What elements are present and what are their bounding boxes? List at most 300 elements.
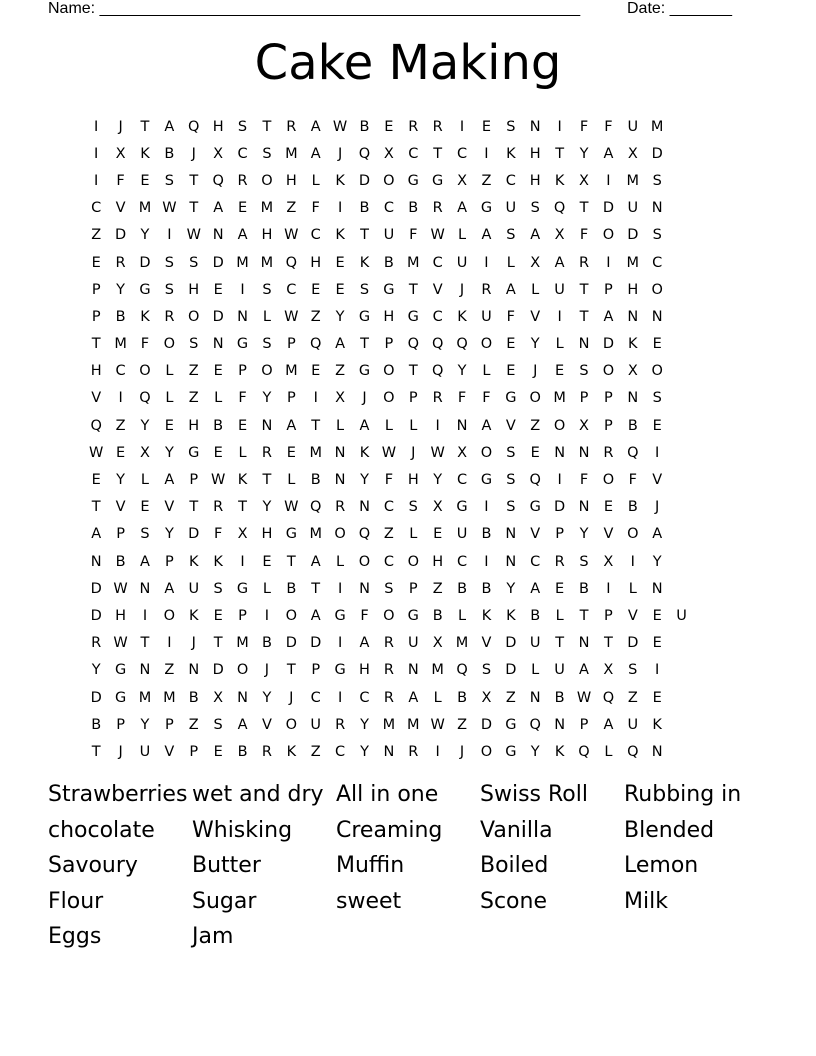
grid-letter: C [383, 553, 394, 570]
grid-letter: W [162, 200, 177, 217]
grid-letter: C [237, 145, 248, 162]
grid-letter: L [384, 417, 393, 434]
grid-letter: H [212, 118, 224, 135]
grid-letter: G [480, 472, 493, 489]
grid-letter: T [286, 662, 296, 679]
grid-letter: D [505, 662, 517, 679]
grid-letter: I [484, 254, 489, 271]
grid-letter: I [337, 635, 343, 652]
grid-letter: I [118, 390, 123, 407]
grid-letter: A [603, 145, 614, 162]
grid-letter: S [579, 553, 589, 570]
grid-letter: O [407, 553, 419, 570]
grid-letter: E [140, 172, 150, 189]
grid-letter: X [554, 227, 565, 244]
grid-letter: Z [188, 716, 199, 733]
grid-letter: D [651, 145, 663, 162]
grid-letter: K [140, 308, 150, 325]
grid-letter: T [238, 499, 247, 516]
grid-letter: A [603, 308, 614, 325]
grid-letter: O [188, 308, 200, 325]
grid-letter: L [506, 254, 515, 271]
grid-letter: I [557, 472, 562, 489]
grid-letter: N [188, 662, 200, 679]
grid-letter: T [311, 417, 321, 434]
grid-letter: U [554, 662, 565, 679]
grid-letter: Z [530, 417, 541, 434]
grid-letter: T [433, 145, 443, 162]
grid-letter: H [627, 281, 639, 298]
grid-row [84, 113, 744, 140]
grid-letter: D [310, 635, 322, 652]
grid-letter: L [409, 526, 418, 543]
grid-letter: M [626, 172, 640, 189]
grid-letter: F [579, 227, 589, 244]
grid-letter: S [506, 118, 516, 135]
word-bank-item: wet and dry [192, 782, 324, 807]
grid-letter: A [481, 417, 492, 434]
grid-letter: S [530, 200, 540, 217]
grid-letter: T [579, 607, 589, 624]
grid-letter: W [430, 227, 445, 244]
grid-letter: V [261, 716, 272, 733]
grid-letter: D [602, 336, 614, 353]
grid-letter: Q [529, 472, 541, 489]
grid-letter: X [579, 417, 589, 434]
grid-letter: P [604, 281, 613, 298]
grid-letter: R [383, 689, 394, 706]
grid-letter: G [456, 499, 468, 516]
grid-letter: V [603, 526, 614, 543]
grid-letter: A [530, 580, 541, 597]
grid-letter: R [286, 118, 297, 135]
grid-letter: Q [553, 200, 566, 217]
grid-letter: X [335, 390, 346, 407]
grid-letter: D [212, 254, 224, 271]
grid-letter: I [142, 607, 148, 624]
grid-letter: I [557, 308, 562, 325]
grid-letter: T [140, 118, 150, 135]
grid-letter: U [529, 635, 541, 652]
grid-letter: O [383, 607, 395, 624]
grid-letter: R [383, 635, 394, 652]
grid-letter: M [309, 444, 322, 461]
grid-letter: A [481, 227, 492, 244]
grid-letter: R [237, 172, 248, 189]
grid-letter: A [286, 417, 297, 434]
grid-letter: N [578, 444, 590, 461]
grid-letter: V [91, 390, 102, 407]
grid-letter: Z [310, 308, 321, 325]
grid-letter: K [359, 444, 370, 461]
grid-letter: G [505, 716, 517, 733]
page-title: Cake Making [254, 35, 562, 91]
grid-letter: K [359, 254, 370, 271]
grid-letter: Z [481, 172, 492, 189]
grid-letter: S [384, 580, 394, 597]
grid-letter: C [310, 227, 321, 244]
grid-letter: G [285, 526, 297, 543]
grid-letter: M [553, 390, 566, 407]
word-bank-item: Eggs [48, 924, 102, 950]
grid-letter: Z [188, 390, 199, 407]
grid-letter: S [628, 662, 638, 679]
grid-letter: S [213, 716, 223, 733]
grid-letter: F [579, 472, 589, 489]
grid-letter: X [432, 635, 443, 652]
grid-letter: N [505, 553, 517, 570]
grid-letter: T [555, 145, 565, 162]
grid-letter: E [652, 336, 662, 353]
grid-letter: N [578, 635, 590, 652]
grid-letter: P [164, 716, 174, 733]
grid-letter: L [165, 390, 174, 407]
grid-letter: L [433, 689, 442, 706]
grid-letter: V [505, 417, 516, 434]
grid-letter: U [456, 526, 468, 543]
grid-letter: D [212, 308, 224, 325]
grid-letter: F [140, 336, 150, 353]
grid-letter: O [383, 363, 395, 380]
grid-letter: K [286, 743, 297, 760]
grid-letter: T [189, 172, 199, 189]
grid-letter: A [554, 254, 565, 271]
grid-letter: L [604, 743, 613, 760]
word-bank-item: Blended [624, 817, 715, 843]
grid-letter: V [164, 743, 175, 760]
grid-letter: I [264, 607, 270, 624]
grid-letter: X [140, 444, 150, 461]
grid-letter: O [480, 336, 493, 353]
grid-row [84, 494, 744, 521]
grid-letter: C [310, 689, 321, 706]
grid-letter: X [115, 145, 126, 162]
grid-letter: Q [310, 336, 322, 353]
grid-letter: J [655, 499, 660, 516]
grid-letter: C [286, 281, 297, 298]
grid-letter: A [359, 417, 370, 434]
grid-letter: J [459, 281, 465, 298]
grid-letter: T [262, 472, 272, 489]
grid-letter: D [212, 662, 224, 679]
grid-letter: N [212, 227, 224, 244]
grid-letter: G [407, 172, 419, 189]
grid-letter: H [188, 281, 200, 298]
grid-letter: A [408, 689, 419, 706]
grid-letter: D [627, 635, 639, 652]
grid-letter: I [167, 227, 172, 244]
grid-letter: W [381, 444, 397, 461]
grid-letter: W [284, 227, 299, 244]
date-field-label: Date: _______ [627, 0, 732, 17]
grid-letter: L [214, 390, 223, 407]
grid-row [84, 439, 744, 466]
word-bank-item: Muffin [336, 853, 405, 879]
word-bank-item: All in one [336, 782, 439, 807]
grid-row [84, 521, 744, 548]
grid-letter: K [335, 227, 345, 244]
grid-letter: T [579, 308, 589, 325]
grid-letter: O [139, 363, 151, 380]
grid-letter: E [213, 743, 223, 760]
grid-letter: Y [262, 499, 272, 516]
grid-letter: U [554, 281, 565, 298]
grid-letter: T [140, 635, 150, 652]
grid-row [84, 711, 744, 738]
grid-letter: C [505, 172, 516, 189]
grid-letter: M [407, 254, 420, 271]
grid-letter: D [627, 227, 639, 244]
grid-letter: A [457, 200, 468, 217]
grid-letter: N [334, 444, 346, 461]
grid-letter: D [90, 689, 102, 706]
grid-letter: M [285, 145, 298, 162]
grid-letter: U [456, 254, 468, 271]
name-field-label: Name: ______________________________________________________ [48, 0, 581, 17]
grid-letter: N [554, 444, 566, 461]
grid-letter: H [285, 172, 297, 189]
grid-letter: E [262, 553, 272, 570]
grid-letter: B [457, 689, 468, 706]
grid-letter: A [164, 580, 175, 597]
grid-letter: X [579, 172, 589, 189]
grid-letter: L [262, 580, 271, 597]
grid-letter: V [115, 499, 126, 516]
grid-letter: C [91, 200, 102, 217]
grid-row [84, 303, 744, 330]
grid-letter: M [431, 662, 444, 679]
grid-letter: H [188, 417, 200, 434]
grid-letter: R [335, 499, 346, 516]
grid-row [84, 195, 744, 222]
grid-letter: Y [140, 417, 150, 434]
grid-letter: I [167, 635, 172, 652]
grid-letter: P [189, 743, 199, 760]
grid-letter: Q [578, 743, 590, 760]
grid-letter: O [602, 472, 615, 489]
grid-letter: S [652, 390, 662, 407]
grid-letter: B [383, 254, 394, 271]
grid-letter: M [309, 526, 322, 543]
grid-letter: F [628, 472, 637, 489]
grid-letter: Q [602, 689, 615, 706]
grid-letter: B [359, 118, 370, 135]
grid-letter: X [603, 662, 614, 679]
grid-letter: R [408, 118, 419, 135]
grid-letter: S [262, 145, 272, 162]
grid-letter: N [383, 743, 395, 760]
grid-letter: N [139, 580, 151, 597]
grid-letter: Y [360, 472, 369, 489]
grid-letter: J [118, 743, 123, 760]
grid-letter: H [261, 526, 273, 543]
grid-letter: M [138, 200, 152, 217]
grid-letter: X [213, 689, 224, 706]
grid-letter: G [114, 689, 127, 706]
grid-letter: U [139, 743, 151, 760]
grid-row [84, 167, 744, 194]
grid-letter: K [554, 743, 565, 760]
grid-letter: T [311, 580, 321, 597]
grid-letter: N [237, 689, 248, 706]
grid-letter: C [383, 200, 394, 217]
grid-letter: N [578, 499, 590, 516]
grid-letter: E [237, 200, 248, 217]
grid-letter: Y [262, 390, 272, 407]
grid-letter: E [652, 417, 662, 434]
grid-letter: B [115, 308, 126, 325]
grid-letter: L [409, 417, 418, 434]
grid-letter: I [484, 145, 489, 162]
grid-letter: A [335, 336, 346, 353]
grid-letter: L [140, 472, 150, 489]
grid-letter: V [652, 472, 663, 489]
grid-letter: T [579, 200, 589, 217]
grid-letter: O [261, 172, 273, 189]
grid-letter: Z [383, 526, 394, 543]
grid-letter: P [238, 607, 247, 624]
grid-letter: W [284, 499, 299, 516]
grid-letter: G [334, 662, 346, 679]
grid-letter: F [311, 200, 320, 217]
grid-letter: G [358, 363, 371, 380]
grid-letter: J [411, 444, 416, 461]
grid-letter: A [310, 607, 321, 624]
grid-letter: X [627, 363, 638, 380]
grid-letter: R [432, 200, 443, 217]
grid-letter: Y [530, 743, 540, 760]
word-bank-item: Boiled [480, 853, 549, 879]
grid-letter: K [237, 472, 248, 489]
grid-letter: B [530, 607, 541, 624]
grid-letter: O [553, 417, 566, 434]
grid-letter: A [310, 118, 321, 135]
grid-letter: S [164, 172, 174, 189]
grid-letter: A [310, 553, 321, 570]
word-bank-item: Swiss Roll [480, 782, 588, 807]
grid-letter: Y [360, 716, 369, 733]
grid-letter: I [337, 689, 343, 706]
grid-letter: H [529, 145, 541, 162]
grid-letter: E [335, 254, 345, 271]
grid-letter: E [91, 254, 101, 271]
grid-letter: A [310, 145, 321, 162]
grid-letter: F [116, 172, 125, 189]
grid-letter: K [335, 172, 345, 189]
word-bank-item: Vanilla [480, 817, 553, 843]
grid-letter: W [186, 227, 201, 244]
grid-letter: E [603, 499, 613, 516]
grid-letter: F [384, 472, 394, 489]
grid-letter: E [384, 118, 394, 135]
grid-letter: F [457, 390, 467, 407]
grid-letter: L [336, 553, 345, 570]
grid-letter: O [480, 444, 493, 461]
grid-letter: E [481, 118, 492, 135]
grid-letter: Y [140, 716, 150, 733]
grid-letter: Z [627, 689, 638, 706]
word-bank-item: chocolate [48, 817, 155, 843]
grid-letter: N [237, 308, 248, 325]
grid-letter: B [457, 580, 468, 597]
grid-letter: X [603, 553, 614, 570]
grid-letter: F [409, 227, 418, 244]
grid-row [84, 358, 744, 385]
grid-letter: B [237, 743, 248, 760]
grid-letter: O [285, 607, 298, 624]
grid-letter: K [189, 553, 199, 570]
grid-letter: Y [457, 363, 467, 380]
grid-letter: U [676, 607, 687, 624]
grid-letter: G [114, 662, 127, 679]
grid-letter: L [531, 662, 540, 679]
grid-letter: E [530, 444, 540, 461]
grid-letter: W [89, 444, 104, 461]
grid-letter: N [407, 662, 419, 679]
grid-letter: E [213, 607, 223, 624]
grid-row [84, 575, 744, 602]
grid-row [84, 684, 744, 711]
grid-letter: A [603, 716, 614, 733]
grid-letter: B [261, 635, 272, 652]
grid-letter: X [237, 526, 248, 543]
grid-letter: R [91, 635, 102, 652]
grid-letter: C [456, 472, 468, 489]
grid-row [84, 276, 744, 303]
grid-letter: S [506, 444, 516, 461]
grid-letter: N [651, 308, 663, 325]
grid-letter: S [237, 118, 248, 135]
grid-letter: F [482, 390, 491, 407]
grid-row [84, 738, 744, 765]
grid-letter: H [432, 553, 444, 570]
grid-letter: H [407, 472, 419, 489]
grid-letter: W [113, 580, 128, 597]
grid-letter: I [655, 444, 660, 461]
grid-letter: K [481, 607, 492, 624]
grid-letter: O [334, 526, 346, 543]
word-bank [48, 777, 768, 955]
grid-letter: V [115, 200, 126, 217]
grid-letter: W [576, 689, 592, 706]
grid-letter: Q [188, 118, 200, 135]
grid-letter: P [116, 526, 125, 543]
grid-letter: S [359, 281, 370, 298]
grid-letter: R [578, 254, 590, 271]
grid-letter: Q [456, 662, 468, 679]
grid-letter: W [113, 635, 128, 652]
grid-letter: L [238, 444, 247, 461]
grid-letter: H [90, 363, 102, 380]
word-bank-item: Scone [480, 888, 547, 914]
grid-letter: U [627, 118, 639, 135]
grid-letter: P [238, 363, 247, 380]
grid-letter: B [310, 472, 321, 489]
grid-letter: F [360, 607, 369, 624]
grid-letter: V [627, 607, 638, 624]
word-bank-item: Strawberries [48, 782, 188, 807]
grid-letter: E [335, 281, 345, 298]
grid-letter: G [188, 444, 200, 461]
grid-letter: C [652, 254, 663, 271]
grid-letter: P [91, 308, 101, 325]
grid-letter: U [188, 580, 200, 597]
grid-letter: C [383, 499, 394, 516]
grid-letter: W [284, 308, 299, 325]
grid-letter: M [138, 689, 152, 706]
grid-letter: H [115, 607, 127, 624]
grid-letter: Y [91, 662, 101, 679]
